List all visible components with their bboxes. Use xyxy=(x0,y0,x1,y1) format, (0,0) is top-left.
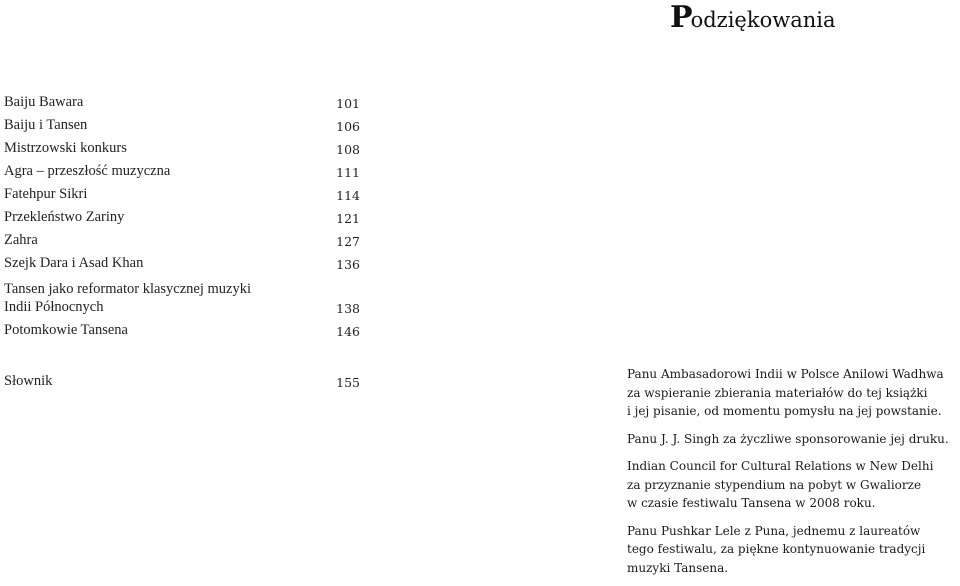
toc-entry-title: Przekleństwo Zariny xyxy=(4,209,125,225)
toc-entry-page: 155 xyxy=(336,375,360,390)
toc-entry-page: 111 xyxy=(336,165,360,180)
acknowledgement-line: tego festiwalu, za piękne kontynuowanie tradycji xyxy=(627,542,926,556)
toc-entry-title: Fatehpur Sikri xyxy=(4,186,88,202)
toc-entry-title: Baiju Bawara xyxy=(4,94,84,110)
toc-entry xyxy=(4,111,364,134)
acknowledgement-line: za wspieranie zbierania materiałów do tej książki xyxy=(627,385,928,400)
acknowledgement-line: Indian Council for Cultural Relations w New Delhi xyxy=(627,459,934,473)
heading-rest: odziękowania xyxy=(690,8,836,32)
acknowledgement-paragraph xyxy=(627,457,957,513)
toc-entry-title: Mistrzowski konkurs xyxy=(4,140,127,156)
acknowledgement-line: Panu Ambasadorowi Indii w Polsce Anilowi Wadhwa xyxy=(627,367,944,381)
toc-entry xyxy=(4,249,364,272)
acknowledgement-line: w czasie festiwalu Tansena w 2008 roku. xyxy=(627,496,876,510)
toc-entry-title-line2: Indii Północnych xyxy=(4,299,104,315)
toc-entry-title: Zahra xyxy=(4,232,38,248)
toc-entry-page: 101 xyxy=(336,96,360,111)
toc-entry xyxy=(4,367,364,390)
table-of-contents xyxy=(4,88,364,390)
toc-entry-page: 106 xyxy=(336,119,360,134)
acknowledgement-line: za przyznanie stypendium na pobyt w Gwaliorze xyxy=(627,477,922,492)
acknowledgement-paragraph xyxy=(627,522,957,578)
acknowledgement-line: i jej pisanie, od momentu pomysłu na jej powstanie. xyxy=(627,404,942,418)
toc-entry-title: Baiju i Tansen xyxy=(4,117,88,133)
toc-entry-page: 138 xyxy=(336,301,360,316)
toc-entry xyxy=(4,157,364,180)
toc-gap xyxy=(4,339,364,367)
acknowledgement-line: Panu J. J. Singh za życzliwe sponsorowanie jej druku. xyxy=(627,431,949,446)
toc-entry-page: 121 xyxy=(336,211,360,226)
toc-entry-title: Potomkowie Tansena xyxy=(4,322,128,338)
page-heading xyxy=(670,0,835,35)
toc-entry-page: 146 xyxy=(336,324,360,339)
toc-entry xyxy=(4,226,364,249)
toc-entry-page: 127 xyxy=(336,234,360,249)
toc-entry xyxy=(4,88,364,111)
acknowledgement-line: muzyki Tansena. xyxy=(627,560,729,575)
acknowledgement-line: Panu Pushkar Lele z Puna, jednemu z laureatów xyxy=(627,523,921,538)
toc-entry xyxy=(4,272,364,316)
toc-entry-page: 108 xyxy=(336,142,360,157)
toc-entry xyxy=(4,203,364,226)
toc-entry-page: 114 xyxy=(336,188,360,203)
toc-entry-title: Słownik xyxy=(4,373,53,389)
acknowledgement-paragraph xyxy=(627,365,957,421)
toc-entry-title: Agra – przeszłość muzyczna xyxy=(4,163,171,179)
toc-entry xyxy=(4,180,364,203)
toc-entry xyxy=(4,316,364,339)
toc-entry-title: Szejk Dara i Asad Khan xyxy=(4,255,144,271)
toc-entry-title-line1: Tansen jako reformator klasycznej muzyki xyxy=(4,281,252,297)
heading-dropcap: P xyxy=(670,0,691,35)
toc-entry-page: 136 xyxy=(336,257,360,272)
toc-entry xyxy=(4,134,364,157)
toc-entry-title xyxy=(4,280,320,316)
acknowledgements xyxy=(627,365,957,586)
acknowledgement-paragraph xyxy=(627,430,957,449)
